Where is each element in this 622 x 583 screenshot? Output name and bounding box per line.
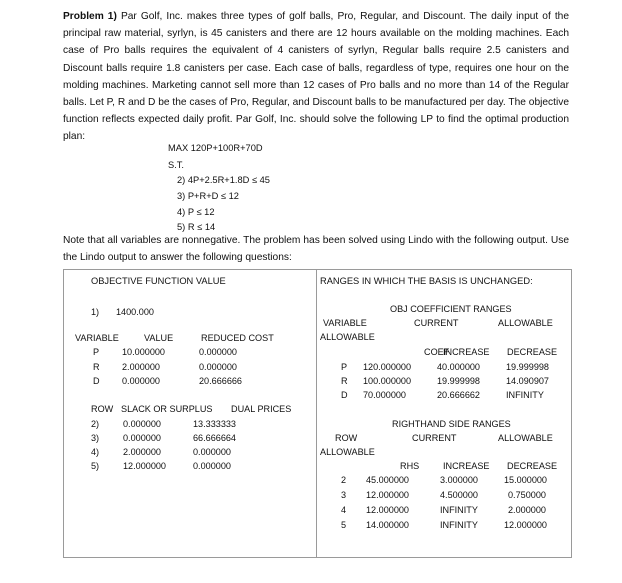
rhs-range-increase: INFINITY [440, 520, 478, 530]
row-slack: 12.000000 [123, 461, 166, 471]
problem-text: Par Golf, Inc. makes three types of golf balls, Pro, Regular, and Discount. The daily input of the principal raw material, syrlyn, is 45 canisters and there are 12 hours available on the molding machines. Each case of Pro balls requires the equivalent of 4 canisters of syrlyn, Regular balls require 2.5 canisters and Discount balls require 1.8 canisters per case. Each case of balls, regardless of type, requires one hour on the molding machines. Marketing cannot sell more than 12 cases of Pro balls and no more than 14 of the Regular balls. Let P, R and D be the cases of Pro, Regular, and Discount balls to be manufactured per day. The objective function reflects expected daily profit. Par Golf, Inc. should solve the following LP to find the optimal production plan: [63, 11, 569, 143]
rhs-range-row: 4 [341, 505, 347, 515]
rhs-range-decrease: 12.000000 [504, 520, 547, 530]
note-paragraph: Note that all variables are nonnegative. The problem has been solved using Lindo with the following output. Use the Lindo output to answer the following questions: [63, 235, 569, 264]
row-label: 5) [91, 461, 100, 471]
col-allowable: ALLOWABLE [498, 318, 553, 328]
col-allowable-wrap: ALLOWABLE [320, 447, 375, 457]
table-divider [316, 269, 317, 558]
var-name: R [93, 362, 100, 372]
lp-constraint: 3) P+R+D ≤ 12 [177, 191, 239, 201]
col-decrease: DECREASE [507, 347, 558, 357]
lp-constraint: 2) 4P+2.5R+1.8D ≤ 45 [177, 175, 270, 185]
obj-range-decrease: INFINITY [506, 390, 544, 400]
obj-range-decrease: 19.999998 [506, 362, 549, 372]
var-value: 10.000000 [122, 347, 165, 357]
row-dual-price: 66.666664 [193, 433, 236, 443]
row-label: 2) [91, 419, 100, 429]
righthand-side-ranges-title: RIGHTHAND SIDE RANGES [392, 419, 511, 429]
row-label: 4) [91, 447, 100, 457]
rhs-range-decrease: 15.000000 [504, 475, 547, 485]
row-dual-price: 0.000000 [193, 447, 231, 457]
rhs-range-current: 45.000000 [366, 475, 409, 485]
problem-label: Problem 1) [63, 11, 117, 22]
col-slack-surplus: SLACK OR SURPLUS [121, 404, 213, 414]
rhs-range-row: 3 [341, 490, 347, 500]
obj-coefficient-ranges-title: OBJ COEFFICIENT RANGES [390, 304, 512, 314]
obj-range-current: 100.000000 [363, 376, 412, 386]
var-name: D [93, 376, 100, 386]
col-current: CURRENT [414, 318, 459, 328]
objective-value: 1400.000 [116, 307, 154, 317]
lp-constraint: 5) R ≤ 14 [177, 222, 216, 232]
rhs-range-increase: INFINITY [440, 505, 478, 515]
var-name: P [93, 347, 100, 357]
table-top-border [63, 269, 572, 270]
row-dual-price: 0.000000 [193, 461, 231, 471]
col-coef: COEF [424, 347, 450, 357]
table-right-border [571, 269, 572, 558]
ranges-header: RANGES IN WHICH THE BASIS IS UNCHANGED: [320, 276, 533, 286]
row-label: 3) [91, 433, 100, 443]
obj-range-var: R [341, 376, 348, 386]
obj-range-decrease: 14.090907 [506, 376, 549, 386]
rhs-range-increase: 4.500000 [440, 490, 478, 500]
rhs-range-decrease: 0.750000 [508, 490, 546, 500]
col-row: ROW [335, 433, 358, 443]
row-slack: 2.000000 [123, 447, 161, 457]
col-decrease: DECREASE [507, 461, 558, 471]
var-reduced-cost: 0.000000 [199, 347, 237, 357]
row-slack: 0.000000 [123, 419, 161, 429]
lp-constraint: 4) P ≤ 12 [177, 207, 215, 217]
col-reduced-cost: REDUCED COST [201, 333, 274, 343]
row-slack: 0.000000 [123, 433, 161, 443]
var-reduced-cost: 0.000000 [199, 362, 237, 372]
rhs-range-current: 14.000000 [366, 520, 409, 530]
col-variable: VARIABLE [323, 318, 367, 328]
col-increase: INCREASE [443, 461, 490, 471]
var-reduced-cost: 20.666666 [199, 376, 242, 386]
objective-row-label: 1) [91, 307, 100, 317]
col-variable: VARIABLE [75, 333, 119, 343]
col-increase: INCREASE [443, 347, 490, 357]
col-allowable-wrap: ALLOWABLE [320, 332, 375, 342]
obj-range-increase: 20.666662 [437, 390, 480, 400]
lp-objective: MAX 120P+100R+70D [168, 143, 263, 153]
obj-range-increase: 40.000000 [437, 362, 480, 372]
obj-range-var: P [341, 362, 348, 372]
rhs-range-current: 12.000000 [366, 505, 409, 515]
objective-function-header: OBJECTIVE FUNCTION VALUE [91, 276, 226, 286]
obj-range-current: 120.000000 [363, 362, 412, 372]
rhs-range-row: 2 [341, 475, 347, 485]
lp-subject-to: S.T. [168, 160, 185, 170]
obj-range-current: 70.000000 [363, 390, 406, 400]
problem-paragraph [63, 8, 569, 146]
col-value: VALUE [144, 333, 174, 343]
var-value: 2.000000 [122, 362, 160, 372]
obj-range-increase: 19.999998 [437, 376, 480, 386]
table-bottom-border [63, 557, 572, 558]
rhs-range-current: 12.000000 [366, 490, 409, 500]
rhs-range-decrease: 2.000000 [508, 505, 546, 515]
col-rhs: RHS [400, 461, 420, 471]
row-dual-price: 13.333333 [193, 419, 236, 429]
col-dual-prices: DUAL PRICES [231, 404, 292, 414]
var-value: 0.000000 [122, 376, 160, 386]
col-allowable: ALLOWABLE [498, 433, 553, 443]
table-left-border [63, 269, 64, 558]
obj-range-var: D [341, 390, 348, 400]
col-current: CURRENT [412, 433, 457, 443]
rhs-range-row: 5 [341, 520, 347, 530]
rhs-range-increase: 3.000000 [440, 475, 478, 485]
col-row: ROW [91, 404, 114, 414]
